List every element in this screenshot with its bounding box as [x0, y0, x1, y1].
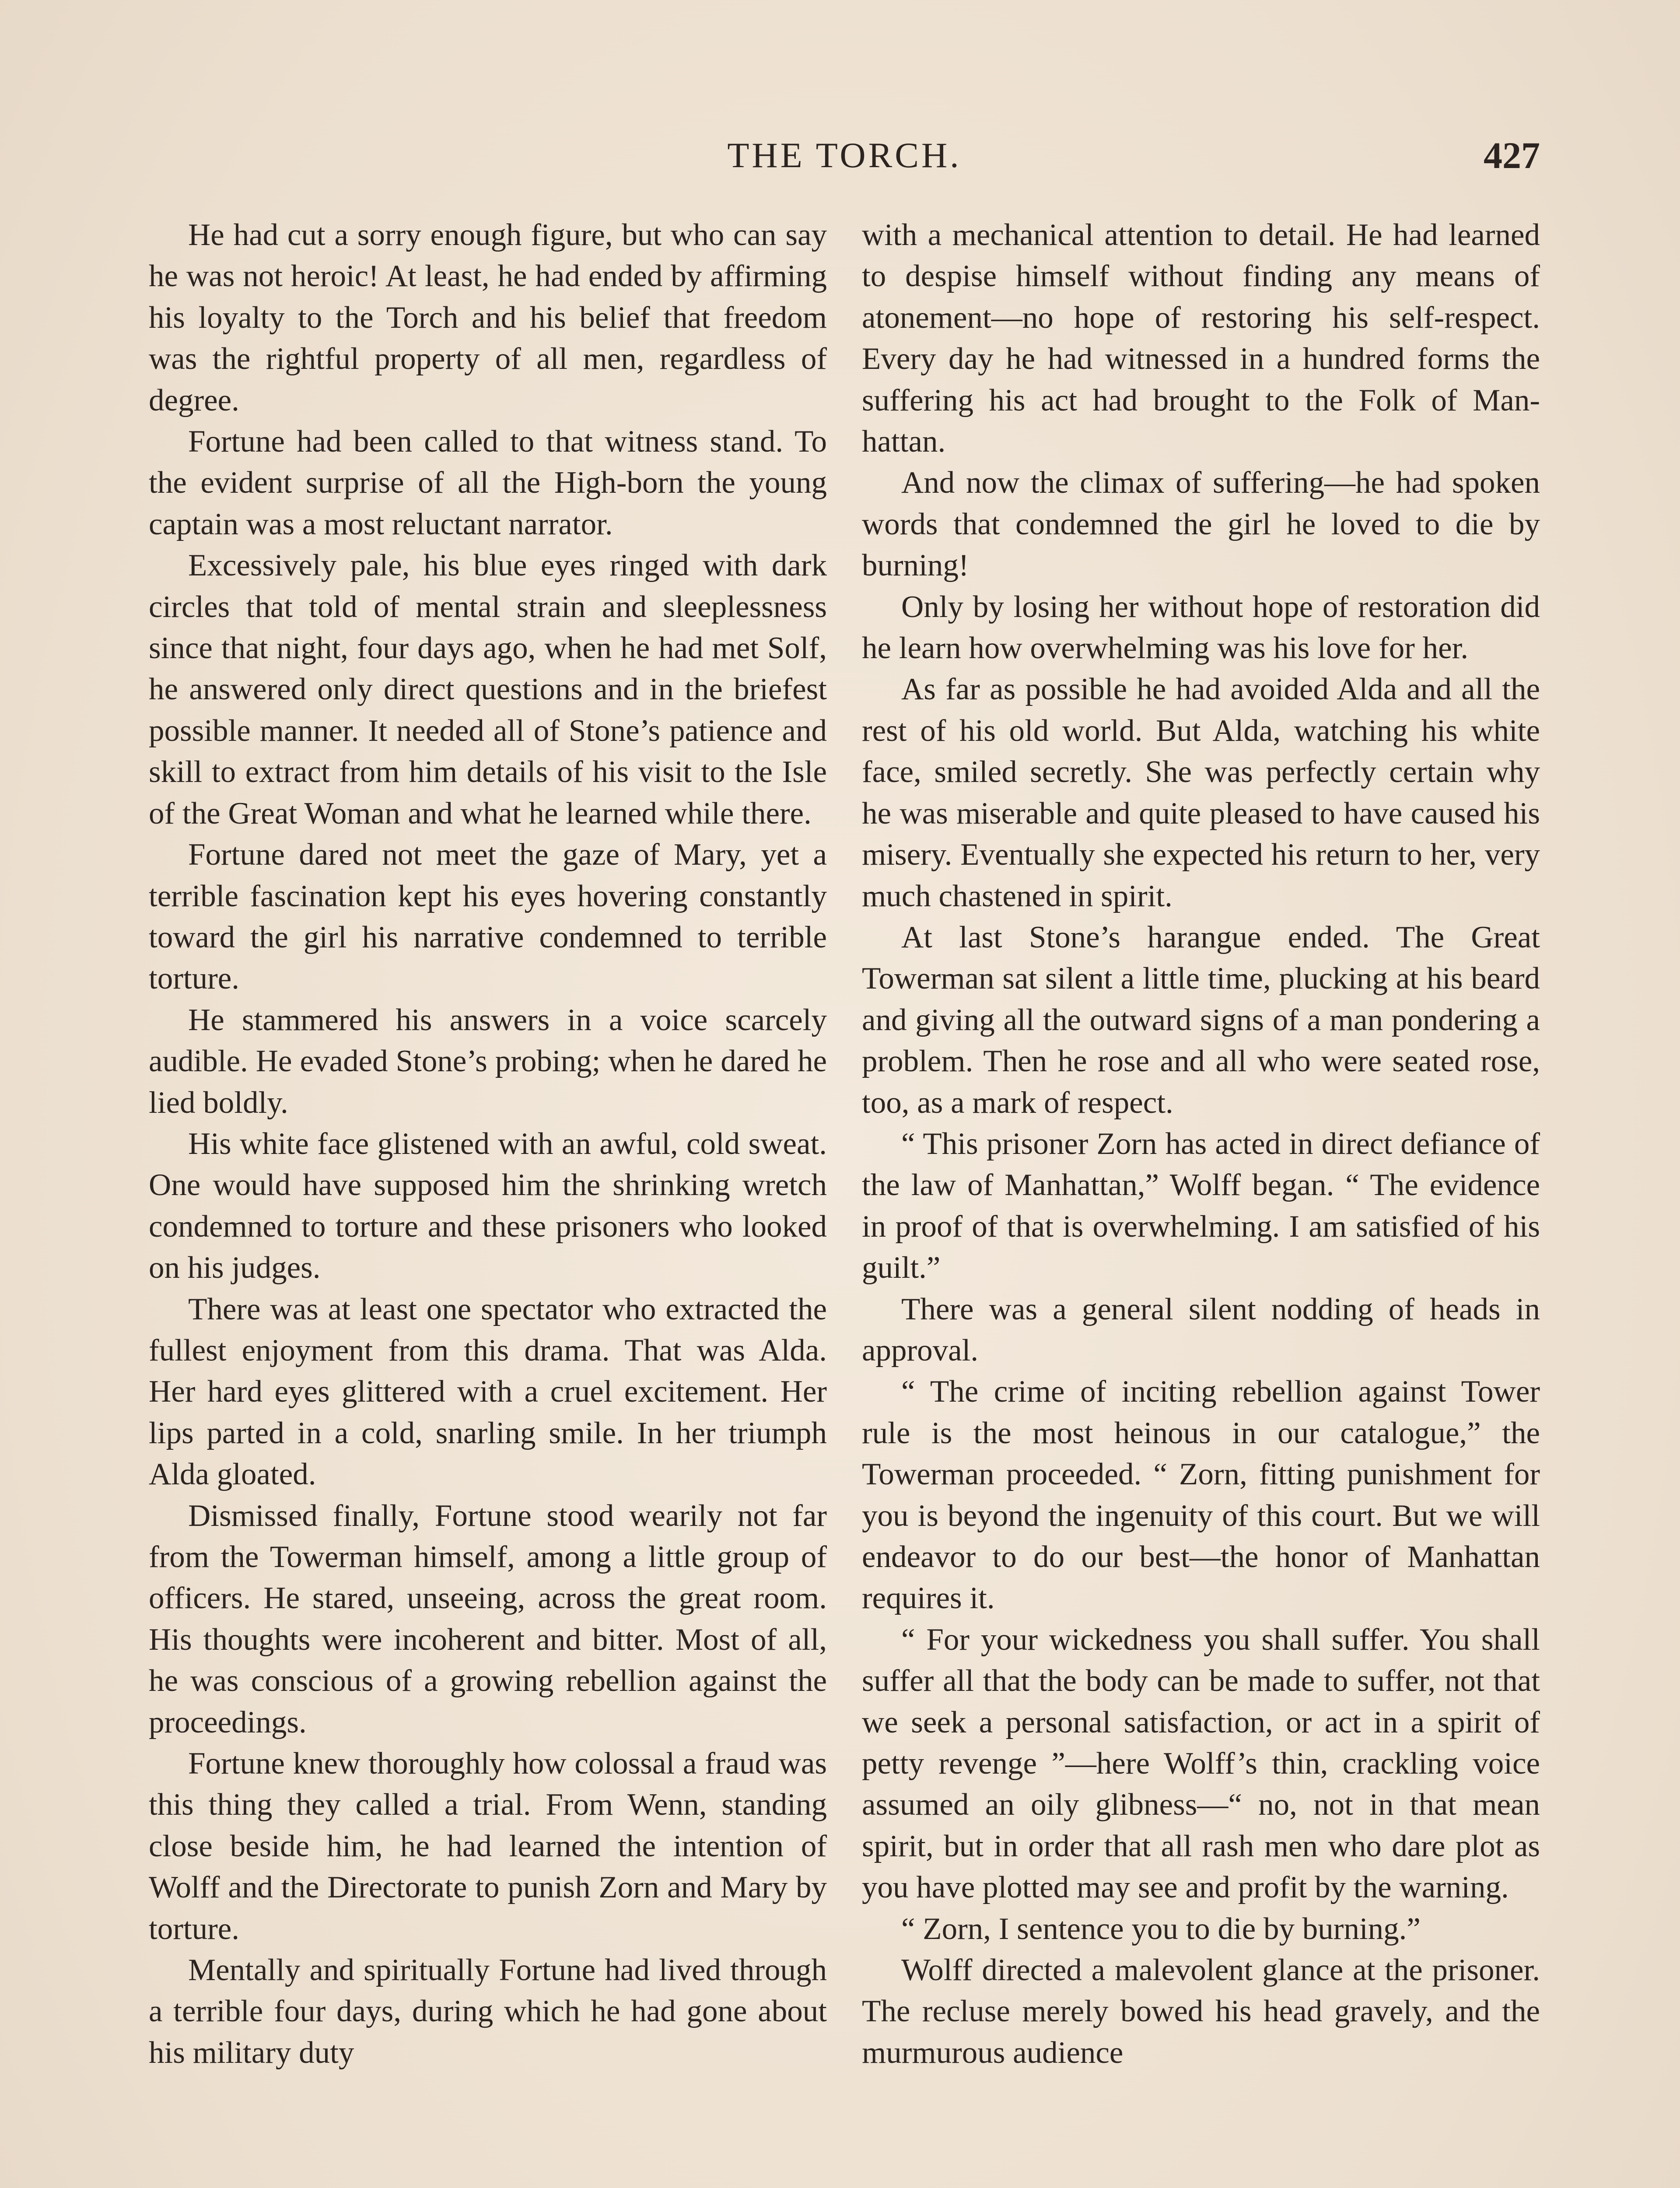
paragraph: Excessively pale, his blue eyes ringed with dark circles that told of mental strain and sleeplessness since that night, four days ago, when he had met Solf, he answered only direct questions and in the briefest possible manner. It needed all of Stone’s patience and skill to extract from him details of his visit to the Isle of the Great Woman and what he learned while there. [149, 548, 827, 831]
right-column [862, 214, 1540, 2188]
paragraph: “ For your wickedness you shall suffer. You shall suffer all that the body can be made to suffer, not that we seek a personal satisfaction, or act in a spirit of petty revenge ”—here Wolff’s thin, crackling voice assumed an oily glibness—“ no, not in that mean spirit, but in order that all rash men who dare plot as you have plotted may see and profit by the warning. [862, 1622, 1540, 1905]
paragraph: Fortune dared not meet the gaze of Mary, yet a terrible fascination kept his eyes hovering constantly toward the girl his narrative condemned to terrible torture. [149, 838, 827, 996]
paragraph: “ The crime of inciting rebellion against Tower rule is the most heinous in our catalogue,” the Towerman proceeded. “ Zorn, fitting punishment for you is beyond the ingenuity of this court. But we will endeavor to do our best—the honor of Manhattan requires it. [862, 1375, 1540, 1616]
left-column [149, 214, 827, 2188]
paragraph: There was a general silent nodding of heads in approval. [862, 1292, 1540, 1368]
paragraph: There was at least one spectator who extracted the fullest enjoyment from this drama. That was Alda. Her hard eyes glittered with a cruel excitement. Her lips parted in a cold, snarling smile. In her triumph Alda gloated. [149, 1292, 827, 1492]
paragraph: At last Stone’s harangue ended. The Great Towerman sat silent a little time, plucking at his beard and giving all the outward signs of a man pondering a problem. Then he rose and all who were seated rose, too, as a mark of respect. [862, 920, 1540, 1120]
paragraph: Mentally and spiritually Fortune had lived through a terrible four days, during which he had gone about his military duty [149, 1953, 827, 2070]
running-header [149, 127, 1540, 184]
paragraph: His white face glistened with an awful, cold sweat. One would have supposed him the shrinking wretch condemned to torture and these prisoners who looked on his judges. [149, 1126, 827, 1285]
paragraph: Only by losing her without hope of restoration did he learn how overwhelming was his love for her. [862, 589, 1540, 666]
text-columns [149, 214, 1540, 2188]
paragraph: “ This prisoner Zorn has acted in direct defiance of the law of Manhattan,” Wolff began. “ The evidence in proof of that is overwhelming. I am satisfied of his guilt.” [862, 1126, 1540, 1285]
paragraph: Dismissed finally, Fortune stood wearily not far from the Towerman himself, among a little group of officers. He stared, unseeing, across the great room. His thoughts were incoherent and bitter. Most of all, he was conscious of a growing rebellion against the proceedings. [149, 1498, 827, 1739]
page-number: 427 [1484, 134, 1540, 176]
paragraph: As far as possible he had avoided Alda and all the rest of his old world. But Alda, watching his white face, smiled secretly. She was perfectly certain why he was miserable and quite pleased to have caused his misery. Eventually she expected his return to her, very much chastened in spirit. [862, 672, 1540, 913]
paragraph: Fortune had been called to that witness stand. To the evident surprise of all the High-born the young captain was a most reluctant narrator. [149, 424, 827, 541]
paragraph: And now the climax of suffering—he had spoken words that condemned the girl he loved to die by burning! [862, 466, 1540, 583]
running-title: THE TORCH. [727, 135, 962, 175]
paragraph: “ Zorn, I sentence you to die by burning.” [901, 1911, 1421, 1946]
paragraph: Wolff directed a malevolent glance at the prisoner. The recluse merely bowed his head gravely, and the murmurous audience [862, 1953, 1540, 2070]
paragraph: He stammered his answers in a voice scarcely audible. He evaded Stone’s probing; when he dared he lied boldly. [149, 1003, 827, 1120]
paragraph: with a mechanical attention to detail. He had learned to despise himself without finding any means of atonement—no hope of restoring his self-respect. Every day he had witnessed in a hundred forms the suffering his act had brought to the Folk of Manhattan. [862, 218, 1540, 459]
paragraph: He had cut a sorry enough figure, but who can say he was not heroic! At least, he had ended by affirming his loyalty to the Torch and his belief that freedom was the rightful property of all men, regardless of degree. [149, 218, 827, 417]
paragraph: Fortune knew thoroughly how colossal a fraud was this thing they called a trial. From Wenn, standing close beside him, he had learned the intention of Wolff and the Directorate to punish Zorn and Mary by torture. [149, 1746, 827, 1946]
